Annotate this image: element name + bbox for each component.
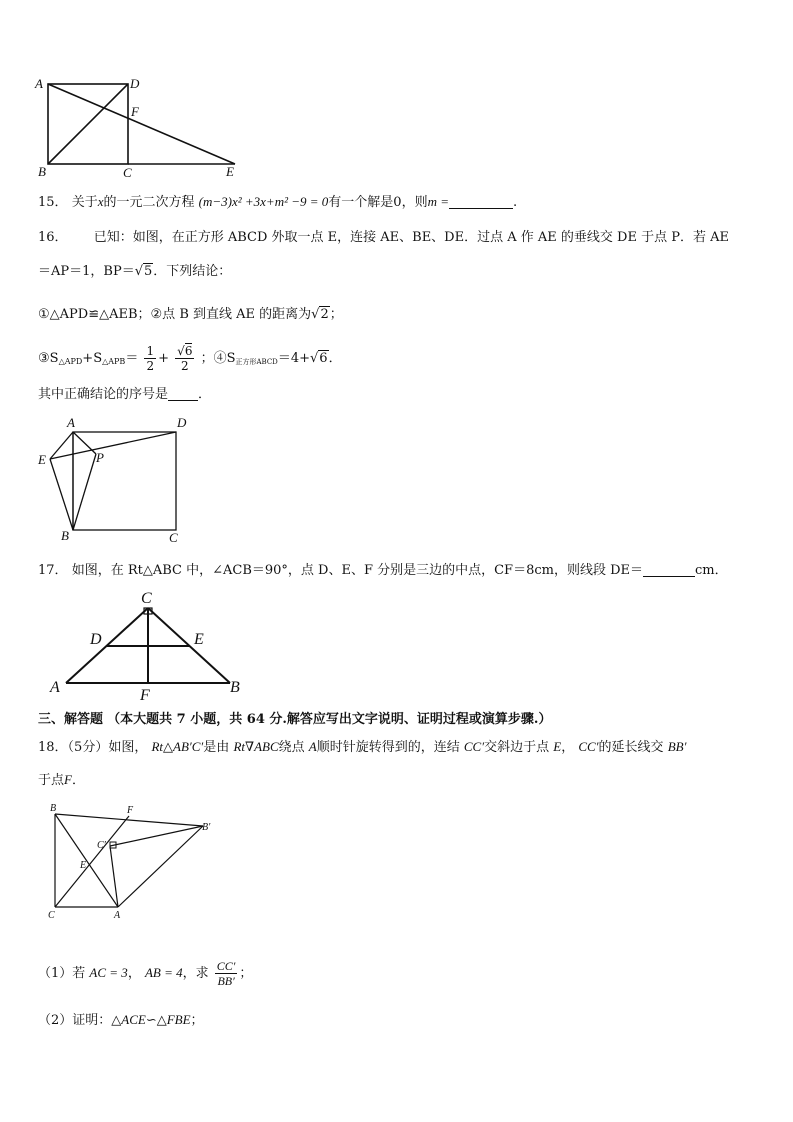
- denominator: 2: [180, 359, 189, 373]
- text: ．: [71, 773, 85, 788]
- label-C: C: [141, 590, 152, 607]
- text: ；: [239, 966, 253, 981]
- math: Rt△AB′C′: [151, 739, 204, 754]
- fraction-one-half: [144, 344, 156, 373]
- text: 如图，: [108, 740, 148, 755]
- math: F: [64, 772, 72, 787]
- figure-square-triangle: [30, 70, 250, 182]
- math: E: [553, 739, 562, 754]
- text: （1）若: [38, 966, 86, 981]
- label-B: B: [61, 528, 69, 543]
- label-F: F: [131, 104, 139, 119]
- text: +S: [82, 351, 103, 366]
- math: CC′: [463, 739, 485, 754]
- question-17: [38, 562, 793, 580]
- text: ，: [561, 740, 575, 755]
- label-B: B: [50, 803, 57, 814]
- text: 关于: [71, 195, 98, 210]
- text: ，则: [401, 195, 428, 210]
- radicand: 6: [319, 351, 328, 366]
- question-16-line2: [38, 263, 793, 281]
- question-16-conclusion-3-4: [38, 342, 793, 376]
- label-E: E: [226, 164, 234, 179]
- points: （5分）: [67, 740, 109, 755]
- text: 交斜边于点: [484, 740, 550, 755]
- equation: (m−3)x² +3x+m² −9 = 0: [198, 194, 329, 209]
- label-A: A: [35, 76, 43, 91]
- question-number: 18．: [38, 740, 68, 755]
- sqrt-5: √5: [134, 264, 153, 279]
- question-15: [38, 193, 793, 212]
- text: 绕点: [278, 740, 305, 755]
- text: ③S: [38, 351, 59, 366]
- question-18-part-1: [38, 955, 793, 991]
- text: 是由: [203, 740, 230, 755]
- section-3-heading: [38, 711, 793, 729]
- answer-blank[interactable]: [449, 195, 513, 209]
- text: ；: [190, 1013, 204, 1028]
- math: AC = 3: [89, 965, 128, 980]
- subscript: △APD: [58, 357, 83, 366]
- label-C-prime: C′: [97, 840, 106, 851]
- section-note: （本大题共 7 小题，共 64 分.解答应写出文字说明、证明过程或演算步骤.）: [107, 712, 552, 727]
- text: ＝: [125, 351, 139, 366]
- text: +: [158, 351, 170, 366]
- figure-square-point-p: [30, 412, 200, 546]
- question-18-line2: [38, 771, 793, 790]
- label-F: F: [127, 805, 134, 816]
- text: ，: [127, 966, 141, 981]
- label-E: E: [80, 860, 87, 871]
- question-16-line1: [38, 229, 793, 247]
- label-C: C: [169, 530, 178, 545]
- denominator: BB′: [217, 974, 235, 988]
- text: ．: [198, 387, 212, 402]
- answer-blank[interactable]: [168, 387, 198, 401]
- math: Rt∇ABC: [233, 739, 279, 754]
- text: ，求: [182, 966, 209, 981]
- label-B-prime: B′: [202, 822, 211, 833]
- figure-rotation-triangles: [40, 800, 220, 924]
- var-m: m =: [427, 194, 450, 209]
- label-D: D: [90, 631, 102, 648]
- text: 的一元二次方程: [103, 195, 195, 210]
- question-number: 15．: [38, 195, 68, 210]
- label-F: F: [140, 687, 150, 702]
- text: 已知：如图，在正方形 ABCD 外取一点 E，连接 AE、BE、DE．过点 A 作 AE 的垂线交 DE 于点 P．若 AE: [93, 230, 729, 245]
- math: CC′: [578, 739, 599, 754]
- section-title: 三、解答题: [38, 712, 104, 727]
- fraction-sqrt6-over-2: [175, 344, 194, 373]
- label-A: A: [114, 910, 121, 921]
- text: 有一个解是: [328, 195, 394, 210]
- question-number: 16．: [38, 230, 68, 245]
- text: ①△APD≌△AEB；②点 B 到直线 AE 的距离为: [38, 307, 312, 322]
- question-18-line1: [38, 738, 793, 757]
- text: （2）证明：: [38, 1013, 112, 1028]
- math: BB′: [667, 739, 687, 754]
- denominator: 2: [146, 359, 155, 373]
- radicand: 5: [144, 264, 153, 279]
- label-B: B: [38, 164, 46, 179]
- value: 0: [393, 195, 402, 210]
- label-B: B: [230, 679, 240, 696]
- text: cm．: [695, 563, 728, 578]
- question-16-ask: [38, 386, 793, 404]
- label-D: D: [177, 415, 187, 430]
- sqrt-6: √6: [309, 351, 328, 366]
- text: 于点: [38, 773, 65, 788]
- answer-blank[interactable]: [643, 563, 695, 577]
- numerator: 1: [146, 344, 155, 358]
- text: 的延长线交: [598, 740, 664, 755]
- label-A: A: [67, 415, 75, 430]
- sqrt-2: √2: [311, 307, 329, 322]
- numerator: CC′: [216, 959, 236, 973]
- var-x: x: [97, 194, 104, 209]
- text: ．: [328, 351, 342, 366]
- label-E: E: [194, 631, 204, 648]
- label-C: C: [123, 165, 132, 180]
- question-number: 17．: [38, 563, 68, 578]
- text: ；: [329, 307, 343, 322]
- subscript: △APB: [102, 357, 126, 366]
- text: ＝4+: [277, 351, 310, 366]
- math: AB = 4: [144, 965, 183, 980]
- question-18-part-2: [38, 1011, 793, 1030]
- label-A: A: [50, 679, 60, 696]
- text: ＝AP＝1，BP＝: [38, 264, 135, 279]
- question-16-conclusion-1-2: [38, 306, 793, 324]
- radicand: 6: [184, 344, 193, 358]
- radicand: 2: [320, 307, 329, 322]
- label-P: P: [96, 450, 104, 465]
- fraction-cc-over-bb: [215, 959, 238, 988]
- text: 其中正确结论的序号是: [38, 387, 169, 402]
- text: 如图，在 Rt△ABC 中，∠ACB＝90°，点 D、E、F 分别是三边的中点，CF＝8cm，则线段 DE＝: [71, 563, 644, 578]
- figure-right-triangle-midpoints: [40, 586, 260, 702]
- text: 顺时针旋转得到的，连结: [316, 740, 460, 755]
- label-D: D: [130, 76, 140, 91]
- numerator: √6: [177, 344, 193, 358]
- text: ．下列结论：: [153, 264, 232, 279]
- subscript: 正方形ABCD: [235, 358, 278, 366]
- label-C: C: [48, 910, 55, 921]
- math: △ACE∽△FBE: [111, 1012, 191, 1027]
- label-E: E: [38, 452, 46, 467]
- text: ；④S: [200, 351, 236, 366]
- text: .: [513, 195, 518, 210]
- math: A: [308, 739, 317, 754]
